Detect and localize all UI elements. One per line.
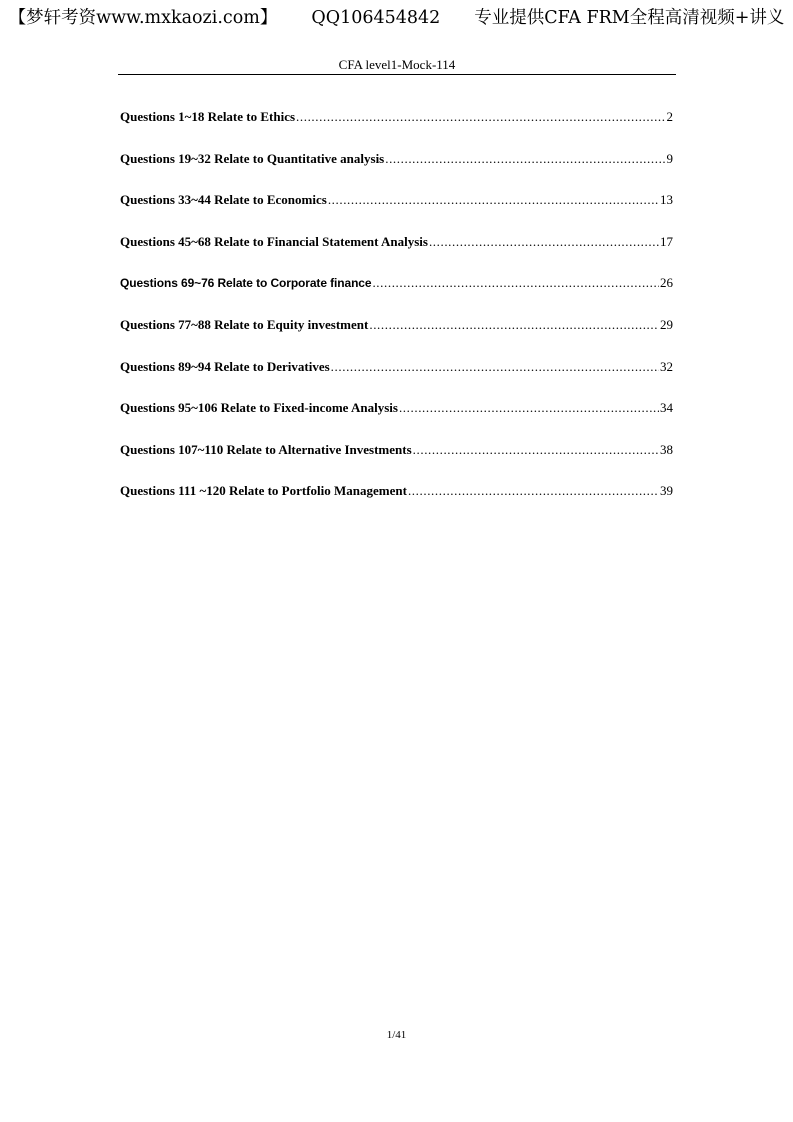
toc-entry-page: 9	[666, 150, 673, 166]
toc-entry-title: Questions 111 ~120 Relate to Portfolio Management	[120, 483, 407, 499]
header-divider	[118, 74, 676, 75]
toc-dot-leader	[413, 441, 659, 459]
toc-entry-title: Questions 19~32 Relate to Quantitative analysis	[120, 150, 385, 166]
toc-entry-alternative-investments[interactable]	[120, 441, 673, 483]
toc-entry-quantitative-analysis[interactable]	[120, 150, 673, 192]
page-number: 1/41	[386, 1029, 407, 1041]
toc-entry-page: 17	[660, 233, 673, 249]
toc-entry-page: 39	[660, 483, 673, 499]
toc-dot-leader	[408, 482, 659, 500]
toc-entry-economics[interactable]	[120, 191, 673, 233]
toc-entry-portfolio-management[interactable]	[120, 482, 673, 524]
toc-dot-leader	[372, 274, 659, 292]
toc-entry-title: Questions 45~68 Relate to Financial Statement Analysis	[120, 233, 428, 249]
toc-entry-title: Questions 77~88 Relate to Equity investment	[120, 316, 369, 332]
toc-dot-leader	[429, 233, 659, 251]
running-header-title: CFA level1-Mock-114	[338, 57, 456, 72]
toc-entry-page: 34	[660, 400, 673, 416]
toc-entry-page: 38	[660, 441, 673, 457]
toc-entry-ethics[interactable]	[120, 108, 673, 150]
top-banner	[0, 6, 793, 30]
toc-entry-page: 26	[660, 275, 673, 291]
toc-entry-title: Questions 95~106 Relate to Fixed-income Analysis	[120, 400, 398, 416]
toc-entry-title: Questions 69~76 Relate to Corporate finance	[120, 276, 372, 291]
toc-dot-leader	[331, 358, 659, 376]
toc-entry-title: Questions 1~18 Relate to Ethics	[120, 109, 296, 124]
toc-entry-financial-statement-analysis[interactable]	[120, 233, 673, 275]
toc-dot-leader	[296, 108, 665, 126]
toc-entry-page: 32	[660, 358, 673, 374]
toc-dot-leader	[328, 191, 659, 209]
toc-entry-corporate-finance[interactable]	[120, 274, 673, 316]
toc-dot-leader	[399, 399, 659, 417]
toc-entry-page: 2	[666, 109, 673, 124]
toc-entry-equity-investment[interactable]	[120, 316, 673, 358]
toc-dot-leader	[369, 316, 659, 334]
toc-entry-fixed-income-analysis[interactable]	[120, 399, 673, 441]
toc-entry-title: Questions 89~94 Relate to Derivatives	[120, 358, 330, 374]
banner-qq: QQ106454842	[311, 8, 441, 28]
toc-dot-leader	[385, 150, 665, 168]
toc-entry-title: Questions 107~110 Relate to Alternative Investments	[120, 441, 412, 457]
toc-entry-derivatives[interactable]	[120, 358, 673, 400]
toc-entry-title: Questions 33~44 Relate to Economics	[120, 192, 327, 208]
banner-slogan: 专业提供CFA FRM全程高清视频+讲义	[474, 8, 785, 28]
toc-entry-page: 13	[660, 192, 673, 208]
banner-brand: 【梦轩考资www.mxkaozi.com】	[8, 8, 278, 28]
table-of-contents	[120, 108, 673, 524]
toc-entry-page: 29	[660, 316, 673, 332]
